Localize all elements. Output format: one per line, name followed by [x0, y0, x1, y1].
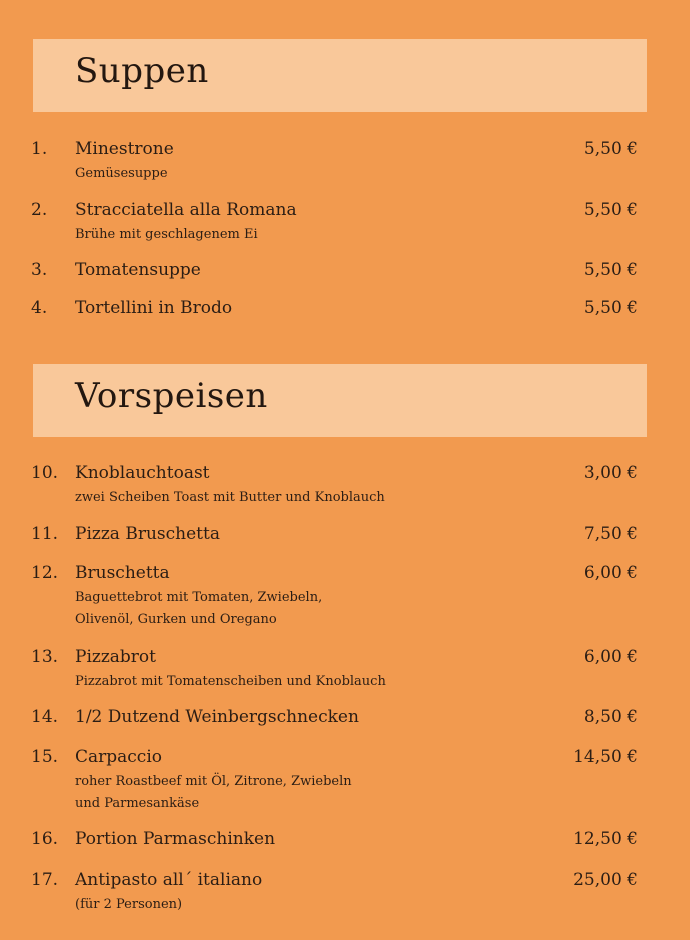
item-name: Carpaccio [75, 747, 163, 767]
item-price: 14,50 € [573, 747, 638, 767]
item-name: Antipasto all´ italiano [75, 870, 263, 890]
item-price: 8,50 € [583, 707, 638, 727]
item-name: Tortellini in Brodo [75, 298, 233, 318]
item-description: Gemüsesuppe [75, 166, 168, 181]
item-name: Bruschetta [75, 563, 170, 583]
item-description: Pizzabrot mit Tomatenscheiben und Knoblauch [75, 674, 386, 689]
item-number: 1. [31, 139, 48, 159]
item-price: 5,50 € [583, 200, 638, 220]
item-price: 5,50 € [583, 139, 638, 159]
item-name: Portion Parmaschinken [75, 829, 276, 849]
item-number: 17. [31, 870, 59, 890]
item-name: Pizza Bruschetta [75, 524, 220, 544]
item-number: 10. [31, 463, 59, 483]
item-name: Tomatensuppe [75, 260, 201, 280]
item-price: 6,00 € [583, 647, 638, 667]
item-description: (für 2 Personen) [75, 897, 183, 912]
item-name: Pizzabrot [75, 647, 156, 667]
section-title: Vorspeisen [75, 376, 268, 416]
item-price: 5,50 € [583, 298, 638, 318]
item-description-line: Olivenöl, Gurken und Oregano [75, 612, 277, 627]
item-name: Minestrone [75, 139, 174, 159]
item-number: 15. [31, 747, 59, 767]
item-number: 12. [31, 563, 59, 583]
item-number: 14. [31, 707, 59, 727]
item-name: Stracciatella alla Romana [75, 200, 297, 220]
item-description: zwei Scheiben Toast mit Butter und Knoblauch [75, 490, 385, 505]
item-price: 6,00 € [583, 563, 638, 583]
item-number: 2. [31, 200, 48, 220]
item-price: 12,50 € [573, 829, 638, 849]
item-number: 3. [31, 260, 48, 280]
item-number: 16. [31, 829, 59, 849]
item-price: 7,50 € [583, 524, 638, 544]
item-description: Brühe mit geschlagenem Ei [75, 227, 258, 242]
item-number: 13. [31, 647, 59, 667]
item-description-line: und Parmesankäse [75, 796, 200, 811]
item-name: 1/2 Dutzend Weinbergschnecken [75, 707, 359, 727]
item-description [75, 771, 455, 815]
item-price: 5,50 € [583, 260, 638, 280]
section-title: Suppen [75, 51, 209, 91]
item-price: 25,00 € [573, 870, 638, 890]
item-description [75, 587, 455, 631]
item-number: 11. [31, 524, 59, 544]
item-description-line: Baguettebrot mit Tomaten, Zwiebeln, [75, 590, 323, 605]
item-description-line: roher Roastbeef mit Öl, Zitrone, Zwiebeln [75, 774, 352, 789]
item-price: 3,00 € [583, 463, 638, 483]
section-header-vorspeisen [33, 364, 647, 437]
section-header-suppen [33, 39, 647, 112]
item-name: Knoblauchtoast [75, 463, 210, 483]
item-number: 4. [31, 298, 48, 318]
